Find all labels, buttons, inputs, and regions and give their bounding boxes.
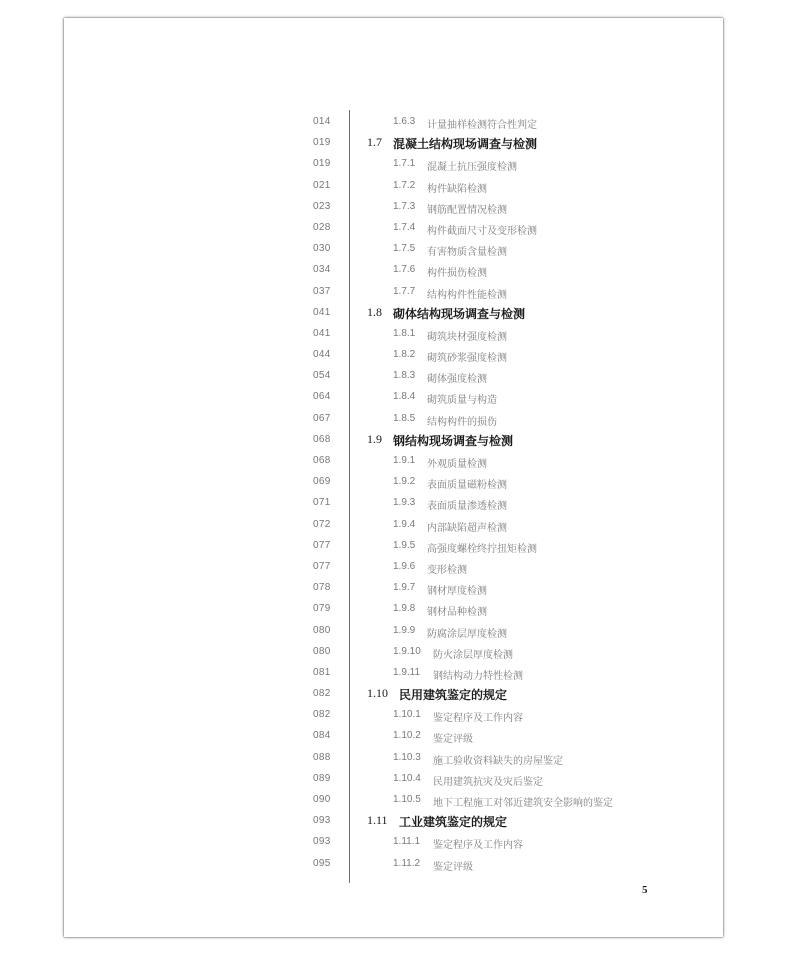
toc-entry-title: 工业建筑鉴定的规定 xyxy=(399,815,508,830)
toc-entry-number: 1.7.5 xyxy=(393,243,416,255)
toc-page-number: 072 xyxy=(313,518,331,530)
toc-page-number: 044 xyxy=(313,349,331,361)
toc-entry-number: 1.8.5 xyxy=(393,412,416,424)
toc-subsection-entry xyxy=(64,176,723,197)
toc-subsection-entry xyxy=(64,409,723,430)
toc-entry-number: 1.7 xyxy=(367,135,382,150)
toc-page-number: 077 xyxy=(313,560,331,572)
toc-entry-number: 1.6.3 xyxy=(393,116,416,127)
toc-subsection-entry xyxy=(64,387,723,408)
toc-subsection-entry xyxy=(64,493,723,514)
toc-entry-title: 计量抽样检测符合性判定 xyxy=(427,120,537,131)
toc-entry-title: 防火涂层厚度检测 xyxy=(433,649,513,661)
toc-section-entry xyxy=(64,430,723,451)
toc-subsection-entry xyxy=(64,366,723,387)
toc-entry-number: 1.8.1 xyxy=(393,327,416,339)
toc-subsection-entry xyxy=(64,218,723,239)
toc-subsection-entry xyxy=(64,197,723,218)
toc-page-number: 093 xyxy=(313,836,331,848)
toc-subsection-entry xyxy=(64,663,723,684)
toc-entry-title: 鉴定评级 xyxy=(433,734,473,746)
toc-entry-title: 钢筋配置情况检测 xyxy=(427,204,507,216)
toc-page-number: 021 xyxy=(313,179,331,191)
toc-page-number: 034 xyxy=(313,264,331,276)
toc-subsection-entry xyxy=(64,154,723,175)
toc-page-number: 068 xyxy=(313,455,331,466)
toc-entry-number: 1.9.1 xyxy=(393,455,416,466)
toc-entry-number: 1.9.8 xyxy=(393,603,416,615)
toc-entry-title: 构件损伤检测 xyxy=(427,268,487,280)
toc-page-number: 088 xyxy=(313,751,331,763)
toc-page-number: 014 xyxy=(313,116,331,127)
toc-entry-title: 砌体结构现场调查与检测 xyxy=(393,306,526,321)
toc-subsection-entry xyxy=(64,705,723,726)
toc-entry-title: 砌筑块材强度检测 xyxy=(427,331,507,343)
toc-subsection-entry xyxy=(64,557,723,578)
toc-entry-title: 鉴定程序及工作内容 xyxy=(433,713,523,725)
toc-page-number: 019 xyxy=(313,158,331,170)
toc-entry-title: 鉴定评级 xyxy=(433,861,473,873)
toc-page-number: 082 xyxy=(313,709,331,721)
toc-entry-title: 有害物质含量检测 xyxy=(427,247,507,259)
toc-entry-number: 1.7.3 xyxy=(393,200,416,212)
toc-entry-number: 1.7.1 xyxy=(393,158,416,170)
toc-page-number: 028 xyxy=(313,221,331,233)
toc-entry-title: 混凝土结构现场调查与检测 xyxy=(393,137,538,152)
toc-entry-title: 钢结构现场调查与检测 xyxy=(393,433,514,448)
toc-entry-number: 1.8.3 xyxy=(393,370,416,382)
toc-entry-title: 地下工程施工对邻近建筑安全影响的鉴定 xyxy=(433,798,613,809)
toc-entry-number: 1.9.7 xyxy=(393,582,416,594)
toc-entry-number: 1.9.3 xyxy=(393,497,416,509)
toc-entry-title: 钢材品种检测 xyxy=(427,607,487,619)
toc-entry-number: 1.9.10 xyxy=(393,645,421,657)
toc-page-number: 078 xyxy=(313,582,331,594)
toc-page-number: 067 xyxy=(313,412,331,424)
toc-subsection-entry xyxy=(64,748,723,769)
toc-subsection-entry xyxy=(64,599,723,620)
toc-page-number: 079 xyxy=(313,603,331,615)
toc-entry-title: 高强度螺栓终拧扭矩检测 xyxy=(427,543,537,555)
toc-entry-number: 1.9.5 xyxy=(393,539,416,551)
toc-entry-title: 构件截面尺寸及变形检测 xyxy=(427,225,537,237)
toc-page-number: 037 xyxy=(313,285,331,297)
toc-entry-number: 1.9.6 xyxy=(393,560,416,572)
toc-section-entry xyxy=(64,684,723,705)
toc-page-number: 030 xyxy=(313,243,331,255)
toc-entry-number: 1.9.11 xyxy=(393,666,421,678)
toc-entry-number: 1.10.1 xyxy=(393,709,421,721)
toc-entry-number: 1.8.4 xyxy=(393,391,416,403)
toc-entry-number: 1.7.6 xyxy=(393,264,416,276)
toc-subsection-entry xyxy=(64,854,723,875)
toc-subsection-entry xyxy=(64,578,723,599)
toc-entry-title: 钢材厚度检测 xyxy=(427,586,487,598)
toc-subsection-entry xyxy=(64,112,723,133)
toc-subsection-entry xyxy=(64,324,723,345)
toc-page-number: 093 xyxy=(313,815,331,827)
toc-page-number: 081 xyxy=(313,666,331,678)
toc-page-number: 095 xyxy=(313,857,331,869)
toc-entry-title: 防腐涂层厚度检测 xyxy=(427,628,507,640)
toc-subsection-entry xyxy=(64,472,723,493)
toc-page-number: 023 xyxy=(313,200,331,212)
toc-entry-number: 1.9 xyxy=(367,431,382,446)
toc-subsection-entry xyxy=(64,790,723,811)
toc-page-number: 084 xyxy=(313,730,331,742)
toc-page-number: 080 xyxy=(313,624,331,636)
toc-page-number: 082 xyxy=(313,688,331,700)
toc-entry-title: 混凝土抗压强度检测 xyxy=(427,162,517,174)
toc-subsection-entry xyxy=(64,260,723,281)
toc-entry-number: 1.10.5 xyxy=(393,794,421,805)
toc-subsection-entry xyxy=(64,832,723,853)
toc-page-number: 041 xyxy=(313,306,331,318)
toc-entry-title: 民用建筑鉴定的规定 xyxy=(399,688,508,703)
toc-page-number: 077 xyxy=(313,539,331,551)
toc-subsection-entry xyxy=(64,345,723,366)
toc-page-number: 090 xyxy=(313,794,331,805)
toc-page-number: 019 xyxy=(313,137,331,149)
toc-entry-title: 结构构件的损伤 xyxy=(427,416,497,428)
toc-page-number: 068 xyxy=(313,433,331,445)
toc-entry-number: 1.7.7 xyxy=(393,285,416,297)
toc-entry-title: 内部缺陷超声检测 xyxy=(427,522,507,534)
toc-page-number: 041 xyxy=(313,327,331,339)
toc-subsection-entry xyxy=(64,769,723,790)
toc-page-number: 069 xyxy=(313,476,331,488)
toc-page-number: 054 xyxy=(313,370,331,382)
toc-entry-title: 砌体强度检测 xyxy=(427,374,487,386)
toc-entry-number: 1.11.1 xyxy=(393,836,421,848)
toc-entry-number: 1.8 xyxy=(367,304,382,319)
toc-entry-title: 砌筑砂浆强度检测 xyxy=(427,353,507,365)
toc-subsection-entry xyxy=(64,621,723,642)
toc-section-entry xyxy=(64,303,723,324)
toc-entry-number: 1.9.4 xyxy=(393,518,416,530)
toc-entry-number: 1.11 xyxy=(367,813,388,828)
toc-entry-title: 表面质量磁粉检测 xyxy=(427,480,507,492)
toc-subsection-entry xyxy=(64,642,723,663)
toc-entry-number: 1.11.2 xyxy=(393,857,421,869)
toc-entry-title: 变形检测 xyxy=(427,564,467,576)
document-page xyxy=(64,18,723,937)
toc-entry-title: 鉴定程序及工作内容 xyxy=(433,840,523,852)
toc-subsection-entry xyxy=(64,239,723,260)
toc-entry-number: 1.10.3 xyxy=(393,751,421,763)
page-number: 5 xyxy=(642,884,648,896)
toc-page-number: 089 xyxy=(313,772,331,784)
toc-subsection-entry xyxy=(64,451,723,472)
toc-section-entry xyxy=(64,811,723,832)
toc-entry-number: 1.10 xyxy=(367,686,388,701)
toc-entry-title: 民用建筑抗灾及灾后鉴定 xyxy=(433,776,543,788)
toc-entry-number: 1.8.2 xyxy=(393,349,416,361)
toc-section-entry xyxy=(64,133,723,154)
toc-subsection-entry xyxy=(64,536,723,557)
toc-page-number: 071 xyxy=(313,497,331,509)
toc-entry-number: 1.10.2 xyxy=(393,730,421,742)
toc-entry-number: 1.9.9 xyxy=(393,624,416,636)
toc-entry-number: 1.9.2 xyxy=(393,476,416,488)
toc-page-number: 080 xyxy=(313,645,331,657)
toc-entry-number: 1.7.4 xyxy=(393,221,416,233)
toc-subsection-entry xyxy=(64,726,723,747)
toc-subsection-entry xyxy=(64,515,723,536)
toc-entry-title: 结构构件性能检测 xyxy=(427,289,507,301)
toc-entry-title: 表面质量渗透检测 xyxy=(427,501,507,513)
toc-entry-title: 砌筑质量与构造 xyxy=(427,395,497,407)
toc-entry-title: 施工验收资料缺失的房屋鉴定 xyxy=(433,755,563,767)
toc-subsection-entry xyxy=(64,282,723,303)
table-of-contents xyxy=(64,112,723,875)
toc-entry-number: 1.10.4 xyxy=(393,772,421,784)
toc-entry-title: 构件缺陷检测 xyxy=(427,183,487,195)
toc-page-number: 064 xyxy=(313,391,331,403)
toc-entry-number: 1.7.2 xyxy=(393,179,416,191)
toc-entry-title: 钢结构动力特性检测 xyxy=(433,670,523,682)
toc-entry-title: 外观质量检测 xyxy=(427,459,487,470)
